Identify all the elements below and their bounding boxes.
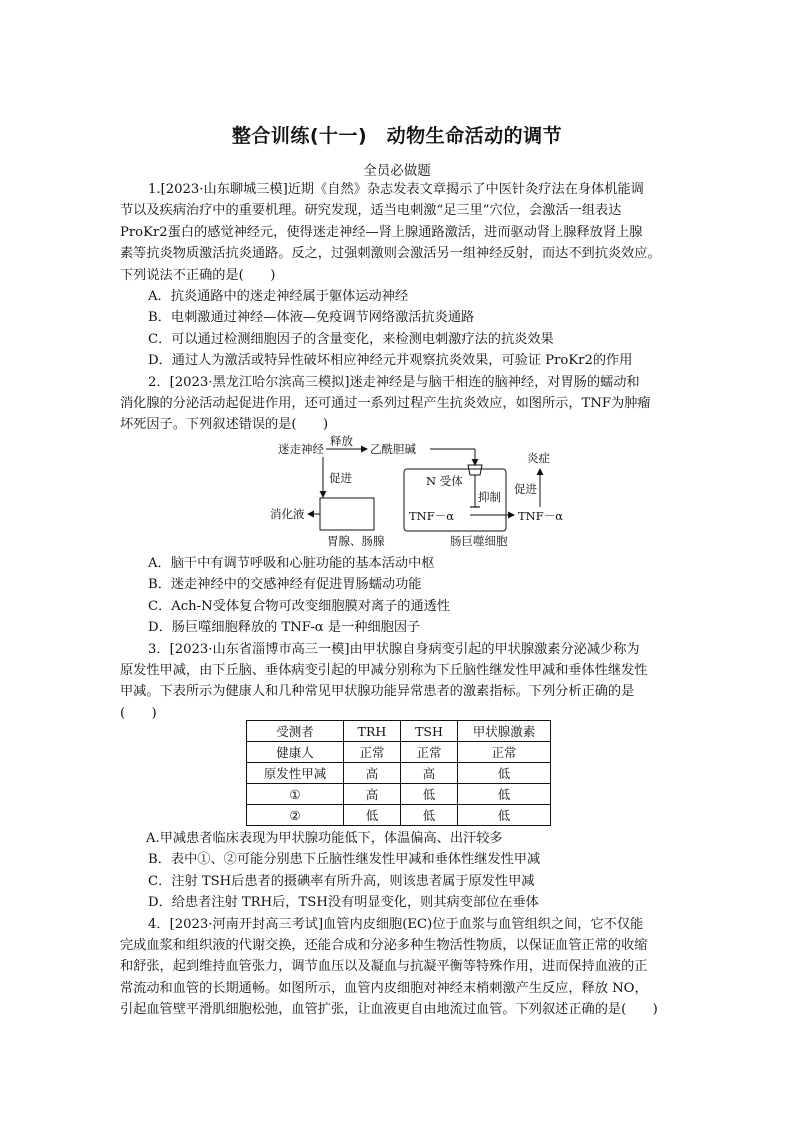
question-1 — [120, 179, 676, 436]
q1-stem-line: 节以及疾病治疗中的重要机理。研究发现，适当电刺激“足三里”穴位，会激活一组表达 — [120, 203, 622, 219]
label-tnf-inner: TNF－α — [409, 509, 454, 523]
q1-option-d: D．通过人为激活或特异性破坏相应神经元并观察抗炎效果，可验证 ProKr2的作用 — [148, 353, 633, 369]
q3-option-a: A.甲减患者临床表现为甲状腺功能低下，体温偏高、出汗较多 — [146, 831, 503, 846]
table-cell: 低 — [458, 784, 551, 805]
label-tnf-outer: TNF－α — [518, 509, 563, 523]
q2-stem-line: 消化腺的分泌活动起促进作用，还可通过一系列过程产生抗炎效应，如图所示，TNF为肿瘤 — [120, 396, 651, 412]
table-header-cell: 甲状腺激素 — [458, 721, 551, 742]
table-header-cell: 受测者 — [247, 721, 344, 742]
q2-option-b: B．迷走神经中的交感神经有促进胃肠蠕动功能 — [148, 577, 422, 593]
table-cell: 高 — [344, 763, 401, 784]
hormone-table — [246, 720, 551, 826]
q1-option-b: B．电刺激通过神经—体液—免疫调节网络激活抗炎通路 — [148, 310, 475, 326]
label-n-receptor: N 受体 — [426, 474, 463, 488]
table-cell: 健康人 — [247, 742, 344, 763]
table-cell: 高 — [344, 784, 401, 805]
q2-option-c: C．Ach-N受体复合物可改变细胞膜对离子的通透性 — [148, 598, 451, 614]
table-cell: ② — [247, 805, 344, 826]
table-cell: 正常 — [344, 742, 401, 763]
q1-option-a: A．抗炎通路中的迷走神经属于躯体运动神经 — [148, 289, 409, 305]
q1-stem-line: 素等抗炎物质激活抗炎通路。反之，过强刺激则会激活另一组神经反射，而达不到抗炎效应。 — [120, 246, 661, 262]
table-cell: 高 — [401, 763, 458, 784]
table-header-cell: TSH — [401, 721, 458, 742]
q4-stem-line: 和舒张，起到维持血管张力，调节血压以及凝血与抗凝平衡等特殊作用，进而保持血液的正 — [120, 959, 648, 975]
label-digestive-juice: 消化液 — [270, 507, 305, 521]
table-row — [247, 742, 551, 763]
table-cell: 低 — [401, 805, 458, 826]
label-glands: 胃腺、肠腺 — [327, 534, 385, 548]
table-row — [247, 784, 551, 805]
table-row — [247, 805, 551, 826]
question-2-options — [120, 553, 676, 724]
glands-box — [320, 498, 374, 530]
q4-stem-line: 常流动和血管的长期通畅。如图所示，血管内皮细胞对神经末梢刺激产生反应，释放 NO， — [120, 980, 648, 996]
n-receptor-icon — [468, 465, 482, 475]
q1-stem-line: 下列说法不正确的是( ) — [120, 267, 276, 283]
q3-option-c: C．注射 TSH后患者的摄碘率有所升高，则该患者属于原发性甲减 — [148, 873, 535, 889]
table-cell: 正常 — [458, 742, 551, 763]
label-macrophage: 肠巨噬细胞 — [450, 534, 508, 548]
label-promote-2: 促进 — [514, 482, 537, 496]
table-cell: ① — [247, 784, 344, 805]
label-vagus: 迷走神经 — [278, 442, 324, 456]
label-ach: 乙酰胆碱 — [370, 442, 416, 456]
q3-stem-line: 甲减。下表所示为健康人和几种常见甲状腺功能异常患者的激素指标。下列分析正确的是 — [120, 684, 635, 700]
table-cell: 低 — [458, 805, 551, 826]
q4-stem-line: 完成血浆和组织液的代谢交换，还能合成和分泌多种生物活性物质，以保证血管正常的收缩 — [120, 938, 648, 954]
label-inflammation: 炎症 — [527, 451, 550, 465]
q2-option-d: D．肠巨噬细胞释放的 TNF-α 是一种细胞因子 — [148, 620, 421, 636]
table-cell: 低 — [401, 784, 458, 805]
q2-stem-line: 2．[2023·黑龙江哈尔滨高三模拟]迷走神经是与脑干相连的脑神经，对胃肠的蠕动和 — [148, 374, 640, 390]
table-header-row — [247, 721, 551, 742]
table-cell: 低 — [344, 805, 401, 826]
label-inhibit: 抑制 — [478, 490, 501, 504]
q4-stem-line: 4．[2023·河南开封高三考试]血管内皮细胞(EC)位于血浆与血管组织之间，它不仅能 — [148, 916, 644, 932]
q1-stem-line: 1.[2023·山东聊城三模]近期《自然》杂志发表文章揭示了中医针灸疗法在身体机能调 — [148, 182, 644, 197]
q3-stem-line: ( ) — [120, 705, 157, 721]
table-row — [247, 763, 551, 784]
table-header-cell: TRH — [344, 721, 401, 742]
table-cell: 原发性甲减 — [247, 763, 344, 784]
q2-option-a: A．脑干中有调节呼吸和心脏功能的基本活动中枢 — [148, 556, 435, 571]
q1-stem-line: ProKr2蛋白的感觉神经元，使得迷走神经—肾上腺通路激活，进而驱动肾上腺释放肾上腺 — [120, 224, 643, 240]
q4-stem-line: 引起血管壁平滑肌细胞松弛，血管扩张，让血液更自由地流过血管。下列叙述正确的是( ) — [120, 1002, 658, 1018]
label-promote-1: 促进 — [329, 471, 352, 485]
q3-stem-line: 原发性甲减，由下丘脑、垂体病变引起的甲减分别称为下丘脑性继发性甲减和垂体性继发性 — [120, 663, 648, 679]
page-title: 整合训练(十一) 动物生命活动的调节 — [231, 125, 563, 147]
q1-option-c: C．可以通过检测细胞因子的含量变化，来检测电刺激疗法的抗炎效果 — [148, 331, 554, 347]
label-release: 释放 — [330, 435, 353, 448]
q3-option-d: D．给患者注射 TRH后，TSH没有明显变化，则其病变部位在垂体 — [148, 895, 539, 911]
vagus-antiinflammation-diagram — [270, 435, 570, 550]
q3-option-b: B．表中①、②可能分别患下丘脑性继发性甲减和垂体性继发性甲减 — [148, 852, 541, 868]
question-3-options — [120, 828, 676, 1021]
table-cell: 低 — [458, 763, 551, 784]
q2-stem-line: 坏死因子。下列叙述错误的是( ) — [120, 417, 329, 433]
q3-stem-line: 3．[2023·山东省淄博市高三一模]由甲状腺自身病变引起的甲状腺激素分泌减少称为 — [148, 641, 640, 657]
section-subtitle: 全员必做题 — [363, 163, 431, 179]
table-cell: 正常 — [401, 742, 458, 763]
